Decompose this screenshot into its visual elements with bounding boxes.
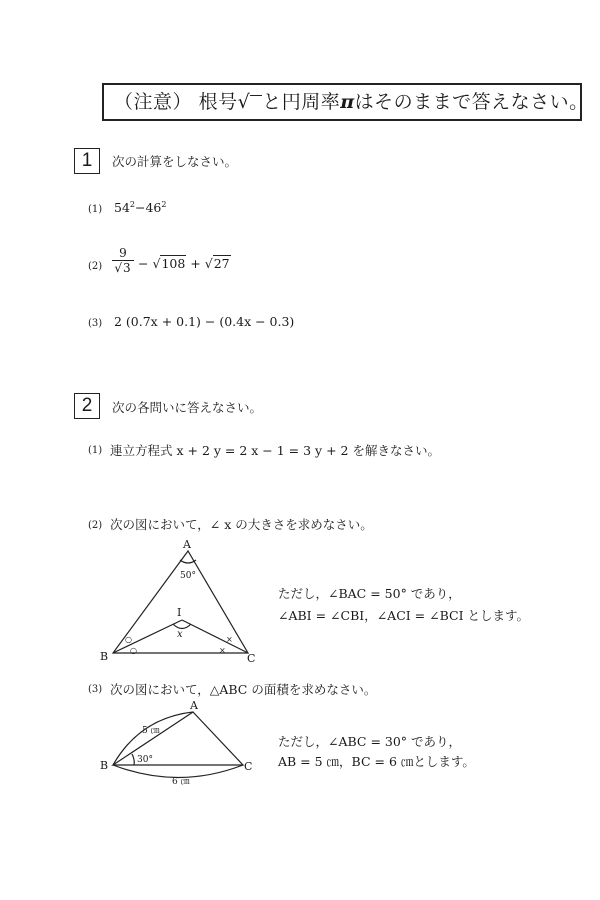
- section1-number-box: 1: [74, 148, 100, 174]
- q1-label: (1): [88, 445, 103, 456]
- section2-instruction: 次の各問いに答えなさい。: [112, 400, 263, 415]
- q3-label: (3): [88, 684, 103, 695]
- q2-mark-cross-1: ×: [226, 635, 233, 644]
- q2-vertex-a: A: [183, 538, 191, 551]
- problem3-expression: 2 (0.7x + 0.1) − (0.4x − 0.3): [114, 314, 295, 329]
- q3-vertex-b: B: [100, 759, 109, 772]
- problem3-label: (3): [88, 318, 103, 329]
- q2-mark-circle-1: ○: [125, 635, 132, 644]
- q2-note-line2: ∠ABI = ∠CBI，∠ACI = ∠BCI とします。: [278, 608, 529, 623]
- angle-x-arc: [173, 624, 191, 629]
- q2-mark-cross-2: ×: [219, 646, 226, 655]
- notice-close-paren: ）: [172, 91, 193, 113]
- q3-angle-b-label: 30°: [137, 755, 153, 765]
- q3-bc-label: 6 ㎝: [172, 777, 190, 787]
- q2-text: 次の図において，∠ x の大きさを求めなさい。: [110, 517, 373, 532]
- q2-note-line1: ただし，∠BAC = 50° であり，: [278, 586, 461, 601]
- problem2-term3-value: 27: [213, 256, 230, 271]
- problem1-exp2: 2: [161, 200, 167, 209]
- q2-mark-circle-2: ○: [130, 646, 137, 655]
- q2-vertex-c: C: [247, 652, 256, 665]
- notice-text-b: と円周率: [262, 91, 341, 113]
- problem2-term2-prefix: −: [138, 256, 149, 271]
- q2-incenter-i: I: [177, 606, 182, 619]
- q1-text: 連立方程式 x + 2 y = 2 x − 1 = 3 y + 2 を解きなさい。: [110, 443, 440, 458]
- q3-ab-label: 5 ㎝: [142, 726, 160, 736]
- problem2-numerator: 9: [119, 246, 127, 260]
- section1-instruction: 次の計算をしなさい。: [112, 154, 238, 169]
- notice-text-c: はそのままで答えなさい。: [354, 91, 589, 113]
- problem1-op: −: [135, 200, 146, 216]
- problem1-exp1: 2: [129, 200, 135, 209]
- section2-number-box: 2: [74, 393, 100, 419]
- notice-text-a: 根号: [198, 91, 238, 113]
- q2-angle-a-label: 50°: [180, 571, 196, 581]
- problem2-denominator-value: 3: [123, 261, 131, 275]
- q3-note-line1: ただし，∠ABC = 30° であり，: [278, 734, 462, 749]
- bc-length-arc: [113, 765, 243, 778]
- notice-root-symbol: √: [237, 91, 251, 113]
- problem2-term3-prefix: +: [190, 256, 201, 271]
- problem2-label: (2): [88, 261, 103, 272]
- problem1-label: (1): [88, 204, 103, 215]
- q3-note-line2: AB = 5 ㎝，BC = 6 ㎝とします。: [278, 754, 475, 769]
- problem2-denominator-root: √: [114, 261, 122, 275]
- problem1-base1: 54: [114, 200, 130, 216]
- notice-open-paren: （: [114, 91, 134, 113]
- notice-label: 注意: [133, 91, 173, 113]
- problem2-term2-root: √: [152, 256, 161, 271]
- q3-text: 次の図において，△ABC の面積を求めなさい。: [110, 682, 377, 697]
- angle-b-arc: [132, 754, 134, 765]
- notice-pi-symbol: π: [340, 91, 355, 113]
- segment-bi: [113, 620, 182, 653]
- q2-vertex-b: B: [100, 650, 109, 663]
- q3-vertex-c: C: [244, 760, 253, 773]
- problem2-term3-root: √: [204, 256, 213, 271]
- q3-vertex-a: A: [190, 699, 198, 712]
- problem2-term2-value: 108: [161, 256, 186, 271]
- triangle-abc-q3: [113, 712, 243, 765]
- q2-angle-x-label: x: [177, 629, 183, 640]
- figure-q3: [113, 712, 243, 778]
- problem1-base2: 46: [145, 200, 162, 216]
- q2-label: (2): [88, 520, 103, 531]
